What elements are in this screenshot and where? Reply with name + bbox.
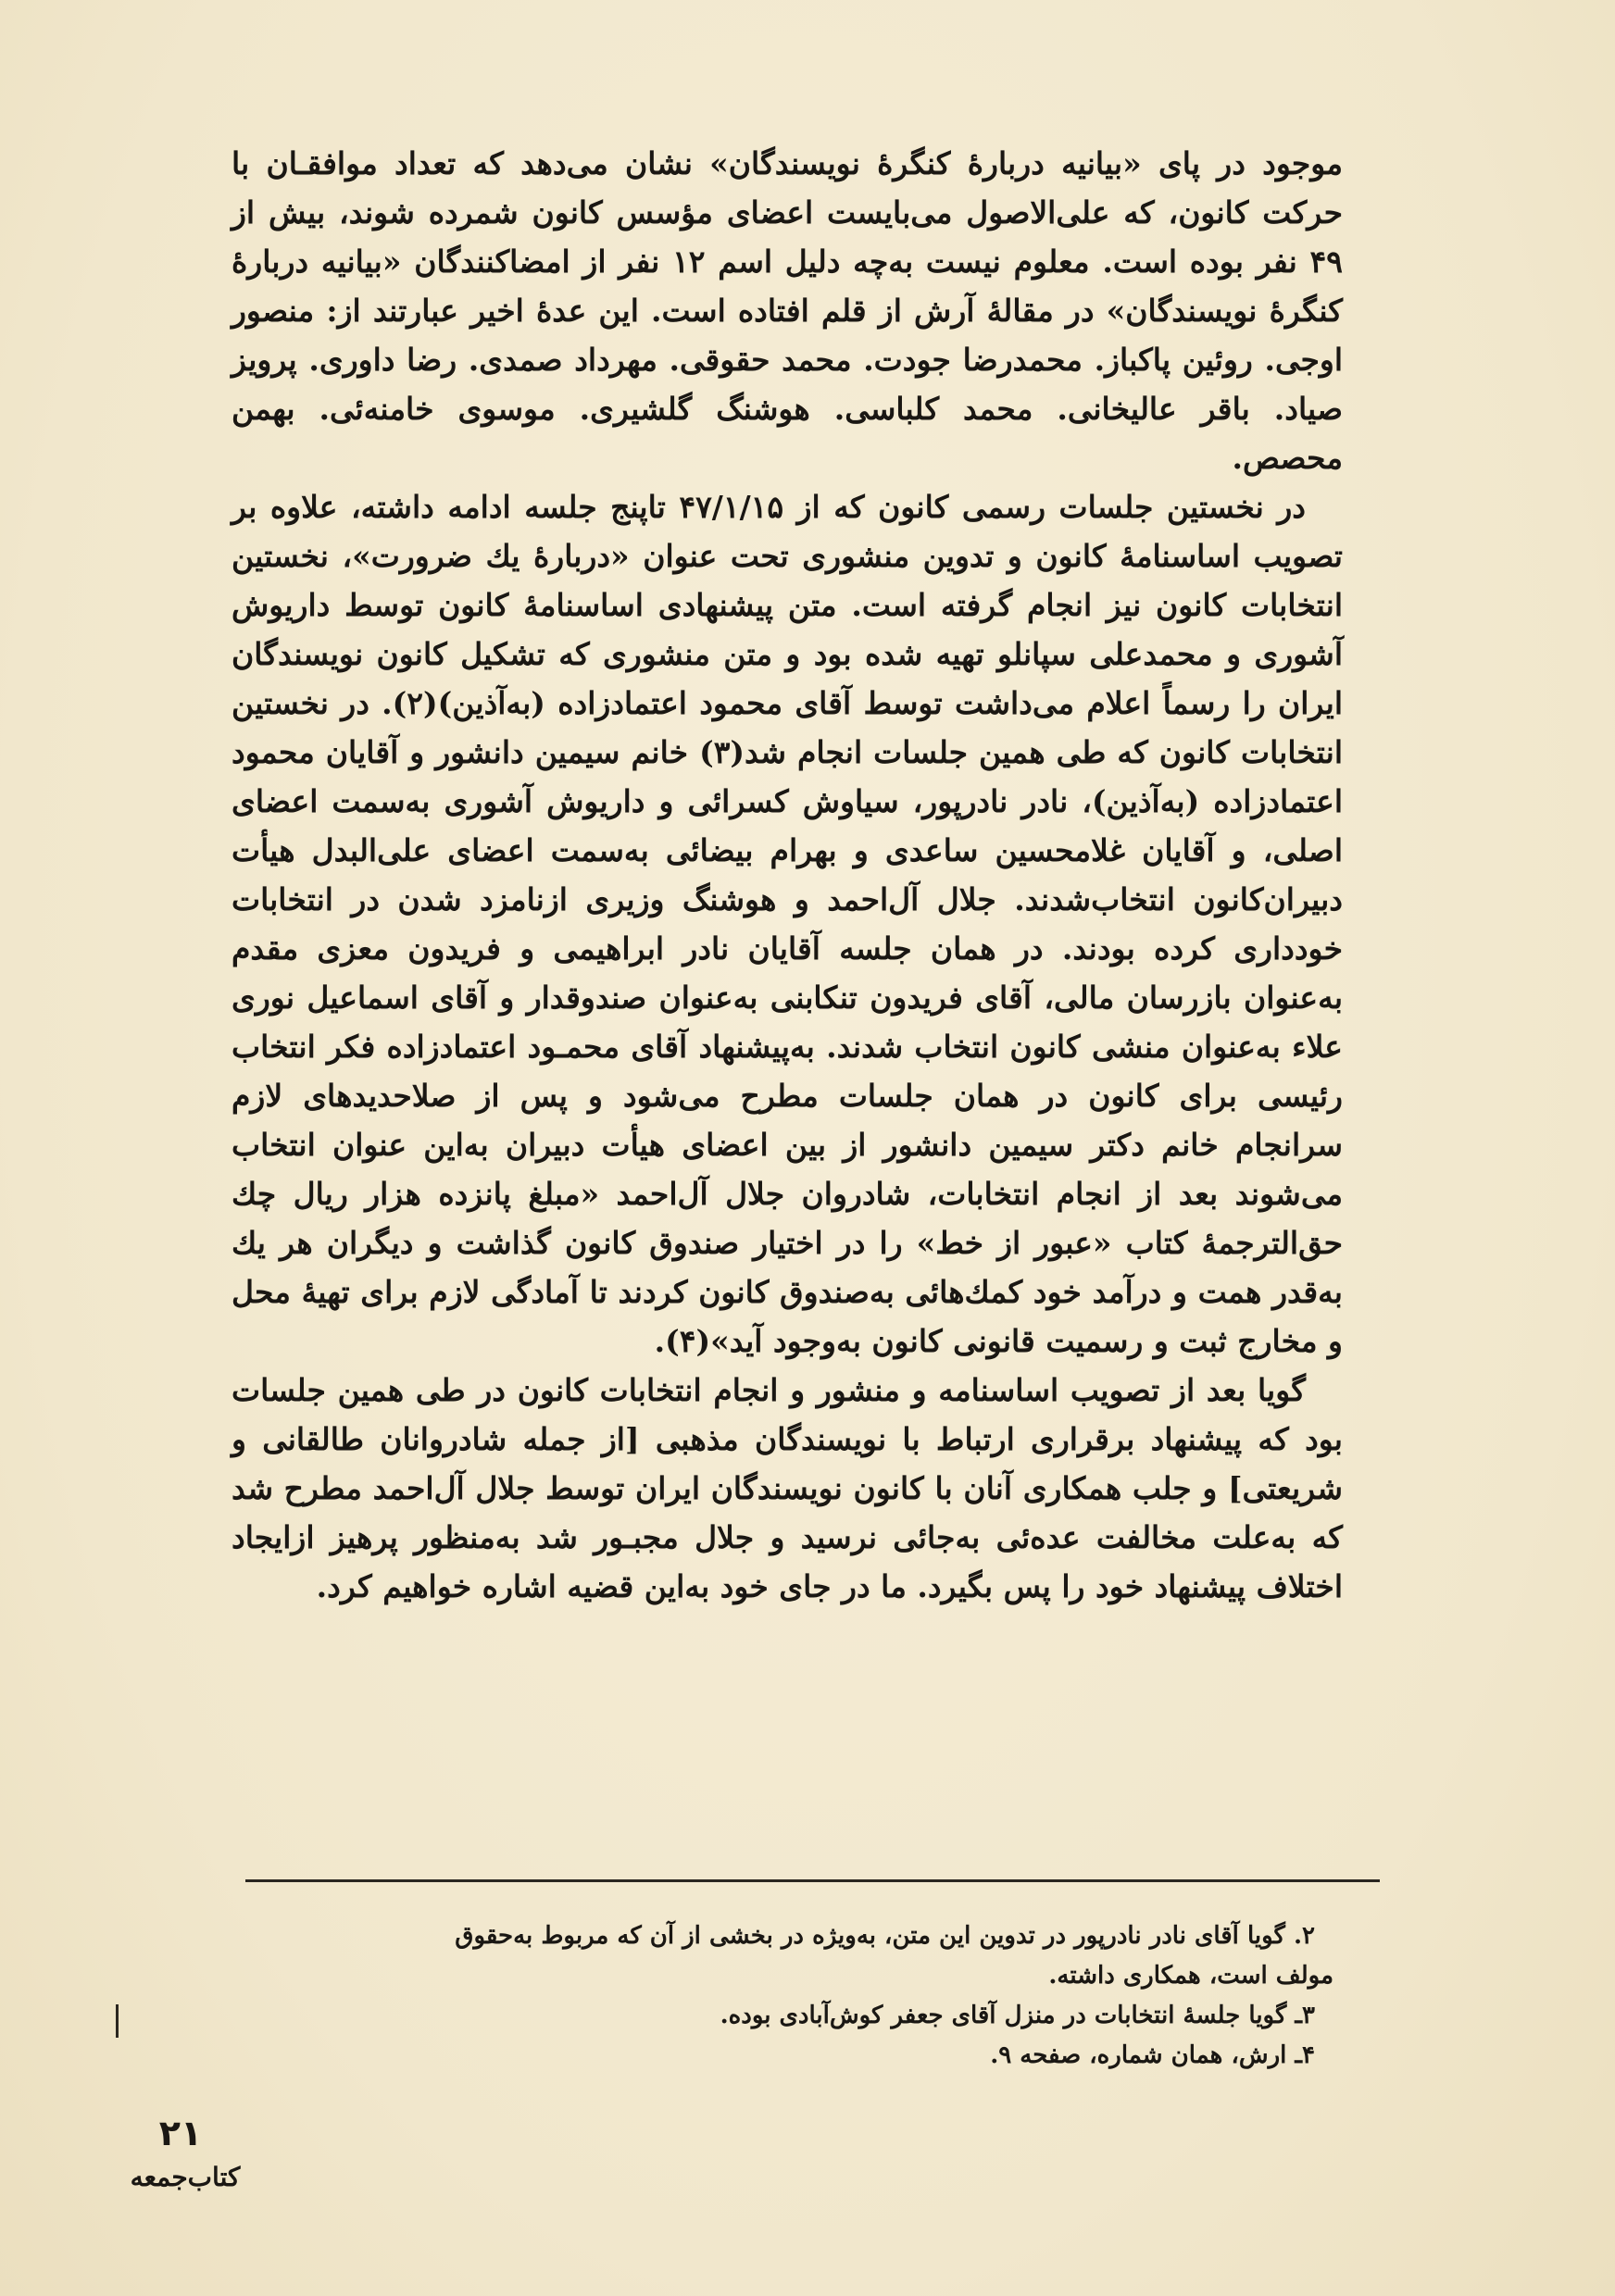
page-number: ۲۱ xyxy=(158,2113,203,2153)
footnote: ۲. گویا آقای نادر نادرپور در تدوین این متن، به‌ویژه در بخشی از آن که مربوط به‌حقوق xyxy=(455,1922,1315,1950)
footnote-continuation: مولف است، همکاری داشته. xyxy=(1048,1962,1333,1990)
journal-name: کتاب‌جمعه xyxy=(130,2162,241,2192)
footnote-divider xyxy=(245,1879,1380,1882)
footnote: ۴ـ ارش، همان شماره، صفحه ۹. xyxy=(990,2041,1315,2069)
footnotes xyxy=(241,1916,1333,2076)
paragraph: گویا بعد از تصویب اساسنامه و منشور و انجام انتخابات کانون در طی همین جلسات بود که پیشنهاد برقراری ارتباط با نویسندگان مذهبی [از جمله شادروانان طالقانی و شریعتی] و جلب همکاری آنان با کانون نویسندگان ایران توسط جلال آل‌احمد مطرح شد که به‌علت مخالفت عده‌ئی به‌جائی نرسید و جلال مجبـور شد به‌منظور پرهیز ازایجاد اختلاف پیشنهاد خود را پس بگیرد. ما در جای خود به‌این قضیه اشاره خواهیم کرد. xyxy=(232,1372,1343,1604)
footnote: ۳ـ گویا جلسهٔ انتخابات در منزل آقای جعفر کوش‌آبادی بوده. xyxy=(720,2002,1315,2029)
body-text xyxy=(232,139,1343,1611)
paragraph: در نخستین جلسات رسمی کانون که از ۴۷/۱/۱۵ تاپنج جلسه ادامه داشته، علاوه بر تصویب اساسنامهٔ کانون و تدوین منشوری تحت عنوان «دربارهٔ یك ضرورت»، نخستین انتخابات کانون نیز انجام گرفته است. متن پیشنهادی اساسنامهٔ کانون توسط داریوش آشوری و محمدعلی سپانلو تهیه شده بود و متن منشوری که تشکیل کانون نویسندگان ایران را رسماً اعلام می‌داشت توسط آقای محمود اعتمادزاده (به‌آذین)(۲). در نخستین انتخابات کانون که طی همین جلسات انجام شد(۳) خانم سیمین دانشور و آقایان محمود اعتمادزاده (به‌آذین)، نادر نادرپور، سیاوش کسرائی و داریوش آشوری به‌سمت اعضای اصلی، و آقایان غلامحسین ساعدی و بهرام بیضائی به‌سمت اعضای علی‌البدل هیأت دبیران‌کانون انتخاب‌شدند. جلال آل‌احمد و هوشنگ وزیری ازنامزد شدن در انتخابات خودداری کرده بودند. در همان جلسه آقایان نادر ابراهیمی و فریدون معزی مقدم به‌عنوان بازرسان مالی، آقای فریدون تنکابنی به‌عنوان صندوقدار و آقای اسماعیل نوری علاء به‌عنوان منشی کانون انتخاب شدند. به‌پیشنهاد آقای محمـود اعتمادزاده فکر انتخاب رئیسی برای کانون در همان جلسات مطرح می‌شود و پس از صلاحدیدهای لازم سرانجام خانم دکتر سیمین دانشور از بین اعضای هیأت دبیران به‌این عنوان انتخاب می‌شوند بعد از انجام انتخابات، شادروان جلال آل‌احمد «مبلغ پانزده هزار ریال چك حق‌الترجمهٔ کتاب «عبور از خط» را در اختیار صندوق کانون گذاشت و دیگران هر یك به‌قدر همت و درآمد خود کمك‌هائی به‌صندوق کانون کردند تا آمادگی لازم برای تهیهٔ محل و مخارج ثبت و رسمیت قانونی کانون به‌وجود آید»(۴). xyxy=(232,489,1343,1359)
paragraph: موجود در پای «بیانیه دربارهٔ کنگرهٔ نویسندگان» نشان می‌دهد که تعداد موافقـان با حرکت کانون، که علی‌الاصول می‌بایست اعضای مؤسس کانون شمرده شوند، بیش از ۴۹ نفر بوده است. معلوم نیست به‌چه دلیل اسم ۱۲ نفر از امضاکنندگان «بیانیه دربارهٔ کنگرهٔ نویسندگان» در مقالهٔ آرش از قلم افتاده است. این عدهٔ اخیر عبارتند از: منصور اوجی. روئین پاکباز. محمدرضا جودت. محمد حقوقی. مهرداد صمدی. رضا داوری. پرویز صیاد. باقر عالیخانی. محمد کلباسی. هوشنگ گلشیری. موسوی خامنه‌ئی. بهمن محصص. xyxy=(232,145,1343,476)
margin-mark xyxy=(116,2004,119,2038)
